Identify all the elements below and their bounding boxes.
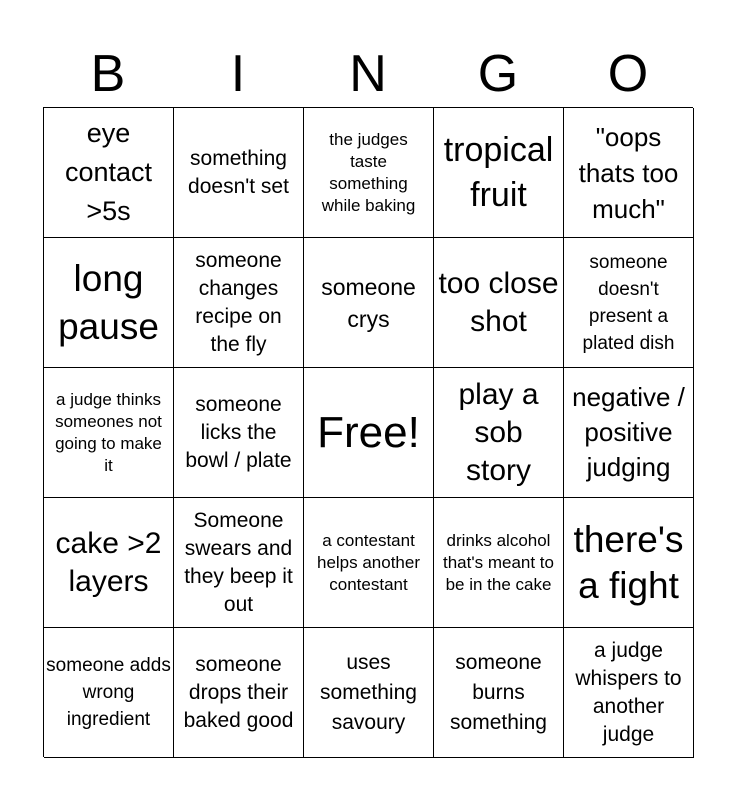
cell-text: the judges taste something while baking	[321, 129, 416, 215]
bingo-cell[interactable]	[44, 108, 174, 238]
free-space-text: Free!	[317, 407, 420, 457]
bingo-cell[interactable]	[304, 498, 434, 628]
bingo-header	[43, 44, 693, 104]
cell-text: tropical fruit	[443, 130, 554, 214]
bingo-cell[interactable]	[44, 628, 174, 758]
bingo-cell[interactable]	[174, 108, 304, 238]
cell-text: too close shot	[438, 266, 559, 338]
cell-text: there's a fight	[573, 518, 684, 606]
free-space[interactable]	[304, 368, 434, 498]
header-letter-i: I	[230, 45, 246, 103]
header-letter-g: G	[477, 45, 519, 103]
cell-text: cake >2 layers	[55, 526, 162, 598]
cell-text: a contestant helps another contestant	[316, 530, 421, 594]
cell-text: someone adds wrong ingredient	[46, 655, 171, 730]
cell-text: eye contact >5s	[64, 118, 153, 226]
cell-text: someone changes recipe on the fly	[195, 248, 282, 356]
bingo-cell[interactable]	[174, 368, 304, 498]
bingo-cell[interactable]	[564, 108, 694, 238]
header-letter-b: B	[90, 45, 126, 103]
bingo-cell[interactable]	[434, 108, 564, 238]
bingo-cell[interactable]	[174, 628, 304, 758]
header-letter-n: N	[349, 45, 387, 103]
cell-text: someone drops their baked good	[183, 652, 294, 732]
cell-text: drinks alcohol that's meant to be in the cake	[443, 530, 554, 594]
bingo-cell[interactable]	[174, 238, 304, 368]
bingo-cell[interactable]	[564, 628, 694, 758]
bingo-cell[interactable]	[304, 628, 434, 758]
cell-text: uses something savoury	[320, 650, 417, 734]
bingo-cell[interactable]	[564, 498, 694, 628]
bingo-cell[interactable]	[434, 628, 564, 758]
bingo-cell[interactable]	[564, 238, 694, 368]
cell-text: "oops thats too much"	[578, 121, 679, 224]
cell-text: negative / positive judging	[572, 382, 685, 482]
bingo-cell[interactable]	[44, 368, 174, 498]
bingo-grid	[43, 107, 693, 757]
cell-text: long pause	[58, 257, 159, 347]
cell-text: a judge whispers to another judge	[575, 638, 682, 746]
cell-text: someone burns something	[450, 650, 547, 734]
bingo-cell[interactable]	[434, 368, 564, 498]
cell-text: something doesn't set	[188, 146, 289, 198]
cell-text: someone licks the bowl / plate	[185, 392, 292, 472]
cell-text: someone crys	[321, 273, 416, 332]
cell-text: Someone swears and they beep it out	[184, 508, 293, 616]
cell-text: a judge thinks someones not going to make it	[55, 389, 162, 475]
cell-text: play a sob story	[458, 377, 539, 487]
bingo-cell[interactable]	[44, 498, 174, 628]
bingo-cell[interactable]	[304, 238, 434, 368]
bingo-cell[interactable]	[44, 238, 174, 368]
bingo-cell[interactable]	[564, 368, 694, 498]
bingo-cell[interactable]	[434, 498, 564, 628]
header-letter-o: O	[607, 45, 649, 103]
cell-text: someone doesn't present a plated dish	[582, 251, 675, 354]
bingo-cell[interactable]	[434, 238, 564, 368]
bingo-cell[interactable]	[174, 498, 304, 628]
bingo-cell[interactable]	[304, 108, 434, 238]
